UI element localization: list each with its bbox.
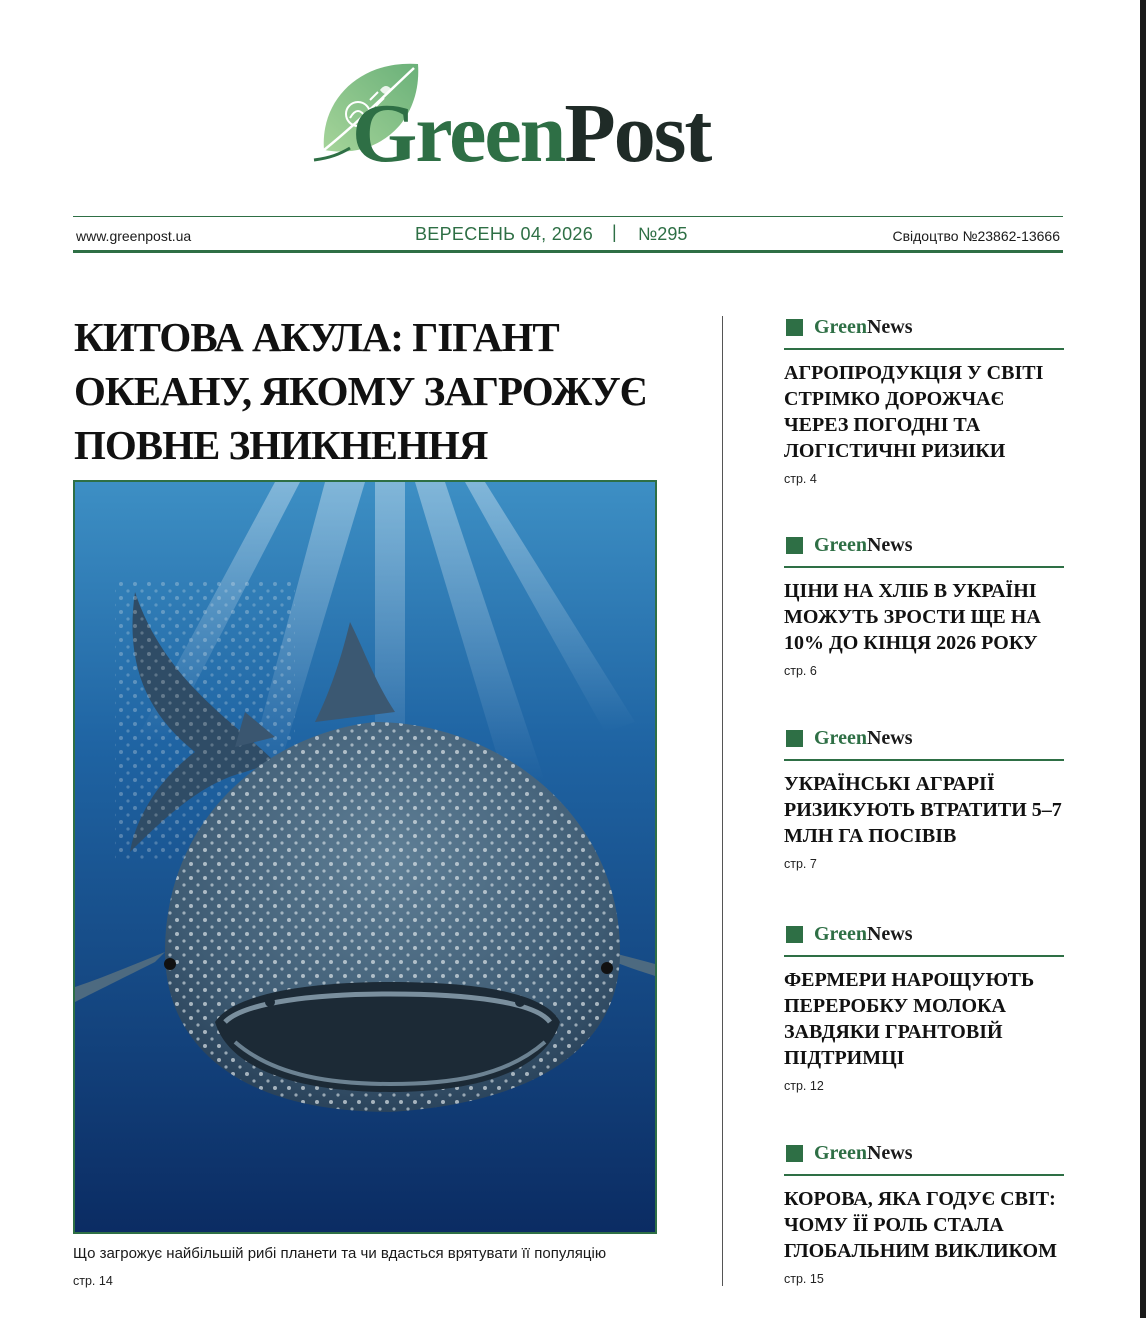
section-label: GreenNews bbox=[784, 316, 1064, 346]
square-bullet-icon bbox=[786, 537, 803, 554]
news-title[interactable]: КОРОВА, ЯКА ГОДУЄ СВІТ: ЧОМУ ЇЇ РОЛЬ СТАЛА ГЛОБАЛЬНИМ ВИКЛИКОМ bbox=[784, 1188, 1057, 1262]
main-article-title[interactable]: КИТОВА АКУЛА: ГІГАНТ ОКЕАНУ, ЯКОМУ ЗАГРОЖУЄ ПОВНЕ ЗНИКНЕННЯ bbox=[74, 314, 647, 468]
news-title[interactable]: АГРОПРОДУКЦІЯ У СВІТІ СТРІМКО ДОРОЖЧАЄ ЧЕРЕЗ ПОГОДНІ ТА ЛОГІСТИЧНІ РИЗИКИ bbox=[784, 362, 1044, 462]
section-label: GreenNews bbox=[784, 1142, 1064, 1172]
square-bullet-icon bbox=[786, 730, 803, 747]
logo-green: Green bbox=[352, 87, 565, 180]
logo-post: Post bbox=[564, 87, 711, 180]
news-item[interactable] bbox=[784, 534, 1064, 678]
certificate-number: Свідоцтво №23862-13666 bbox=[892, 228, 1060, 244]
main-article-page: стр. 14 bbox=[73, 1274, 113, 1288]
news-page: стр. 4 bbox=[784, 472, 817, 486]
news-rule bbox=[784, 566, 1064, 568]
whale-shark-illustration bbox=[75, 482, 655, 1232]
section-label: GreenNews bbox=[784, 923, 1064, 953]
whale-shark-photo[interactable] bbox=[73, 480, 657, 1234]
main-photo-caption: Що загрожує найбільшій рибі планети та чи вдасться врятувати її популяцію bbox=[73, 1245, 607, 1262]
news-rule bbox=[784, 955, 1064, 957]
news-item[interactable] bbox=[784, 316, 1064, 486]
news-title[interactable]: ЦІНИ НА ХЛІБ В УКРАЇНІ МОЖУТЬ ЗРОСТИ ЩЕ НА 10% ДО КІНЦЯ 2026 РОКУ bbox=[784, 580, 1041, 654]
page-edge bbox=[1140, 0, 1146, 1318]
news-page: стр. 6 bbox=[784, 664, 817, 678]
square-bullet-icon bbox=[786, 319, 803, 336]
header-separator: | bbox=[612, 222, 617, 242]
issue-number: №295 bbox=[638, 224, 688, 244]
section-label: GreenNews bbox=[784, 534, 1064, 564]
news-item[interactable] bbox=[784, 923, 1064, 1093]
news-item[interactable] bbox=[784, 1142, 1064, 1286]
issue-date: ВЕРЕСЕНЬ 04, 2026 bbox=[415, 224, 594, 244]
square-bullet-icon bbox=[786, 1145, 803, 1162]
column-divider bbox=[722, 316, 723, 1286]
square-bullet-icon bbox=[786, 926, 803, 943]
news-page: стр. 12 bbox=[784, 1079, 824, 1093]
news-title[interactable]: ФЕРМЕРИ НАРОЩУЮТЬ ПЕРЕРОБКУ МОЛОКА ЗАВДЯКИ ГРАНТОВІЙ ПІДТРИМЦІ bbox=[784, 969, 1035, 1069]
news-rule bbox=[784, 348, 1064, 350]
news-rule bbox=[784, 759, 1064, 761]
section-label: GreenNews bbox=[784, 727, 1064, 757]
news-rule bbox=[784, 1174, 1064, 1176]
news-item[interactable] bbox=[784, 727, 1064, 871]
news-title[interactable]: УКРАЇНСЬКІ АГРАРІЇ РИЗИКУЮТЬ ВТРАТИТИ 5–7 МЛН ГА ПОСІВІВ bbox=[784, 773, 1062, 847]
masthead bbox=[300, 40, 840, 200]
news-page: стр. 7 bbox=[784, 857, 817, 871]
header-rule-top bbox=[73, 216, 1063, 217]
site-url[interactable]: www.greenpost.ua bbox=[76, 228, 192, 244]
news-page: стр. 15 bbox=[784, 1272, 824, 1286]
header-rule-bottom bbox=[73, 250, 1063, 253]
logo-wordmark[interactable] bbox=[352, 87, 711, 180]
